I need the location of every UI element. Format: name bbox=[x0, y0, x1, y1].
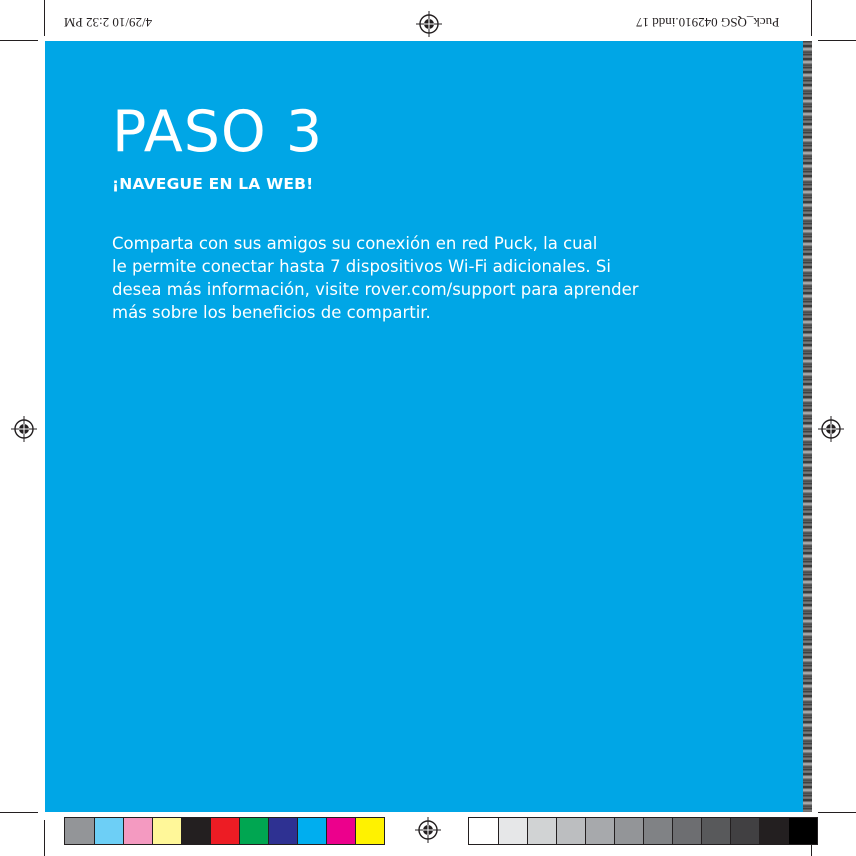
crop-mark-top-right-h bbox=[818, 40, 856, 41]
crop-mark-top-right-v bbox=[811, 0, 812, 36]
color-swatch bbox=[123, 818, 152, 844]
registration-mark-icon bbox=[818, 416, 844, 442]
gray-control-bar bbox=[468, 817, 818, 845]
gray-swatch bbox=[585, 818, 614, 844]
color-swatch bbox=[268, 818, 297, 844]
body-line: Comparta con sus amigos su conexión en red Puck, la cual bbox=[112, 234, 598, 253]
color-swatch bbox=[355, 818, 384, 844]
slug-filename: Puck_QSG 042910.indd 17 bbox=[636, 15, 780, 30]
body-line: le permite conectar hasta 7 dispositivos Wi-Fi adicionales. Si bbox=[112, 257, 611, 276]
gray-swatch bbox=[556, 818, 585, 844]
color-swatch bbox=[326, 818, 355, 844]
gray-swatch bbox=[498, 818, 527, 844]
page-title: PASO 3 bbox=[112, 99, 324, 165]
gray-swatch bbox=[759, 818, 788, 844]
color-swatch bbox=[297, 818, 326, 844]
gray-swatch bbox=[469, 818, 498, 844]
crop-mark-top-left-v bbox=[44, 0, 45, 36]
gray-swatch bbox=[527, 818, 556, 844]
gray-swatch bbox=[672, 818, 701, 844]
crop-mark-bottom-left-v bbox=[44, 820, 45, 856]
color-swatch bbox=[181, 818, 210, 844]
gray-swatch bbox=[730, 818, 759, 844]
bleed-texture-strip bbox=[803, 41, 812, 812]
color-swatch bbox=[94, 818, 123, 844]
color-control-bar bbox=[64, 817, 385, 845]
registration-mark-icon bbox=[11, 416, 37, 442]
body-line: más sobre los beneficios de compartir. bbox=[112, 303, 431, 322]
crop-mark-bottom-left-h bbox=[0, 812, 38, 813]
color-swatch bbox=[65, 818, 94, 844]
body-paragraph bbox=[112, 232, 732, 324]
body-line: desea más información, visite rover.com/support para aprender bbox=[112, 280, 639, 299]
gray-swatch bbox=[614, 818, 643, 844]
slug-date-time: 4/29/10 2:32 PM bbox=[64, 15, 153, 30]
color-swatch bbox=[239, 818, 268, 844]
page-subtitle: ¡NAVEGUE EN LA WEB! bbox=[112, 175, 314, 193]
color-swatch bbox=[152, 818, 181, 844]
registration-mark-icon bbox=[415, 817, 441, 843]
crop-mark-bottom-right-h bbox=[818, 812, 856, 813]
gray-swatch bbox=[788, 818, 817, 844]
gray-swatch bbox=[701, 818, 730, 844]
color-swatch bbox=[210, 818, 239, 844]
registration-mark-icon bbox=[416, 11, 442, 37]
crop-mark-top-left-h bbox=[0, 40, 38, 41]
gray-swatch bbox=[643, 818, 672, 844]
